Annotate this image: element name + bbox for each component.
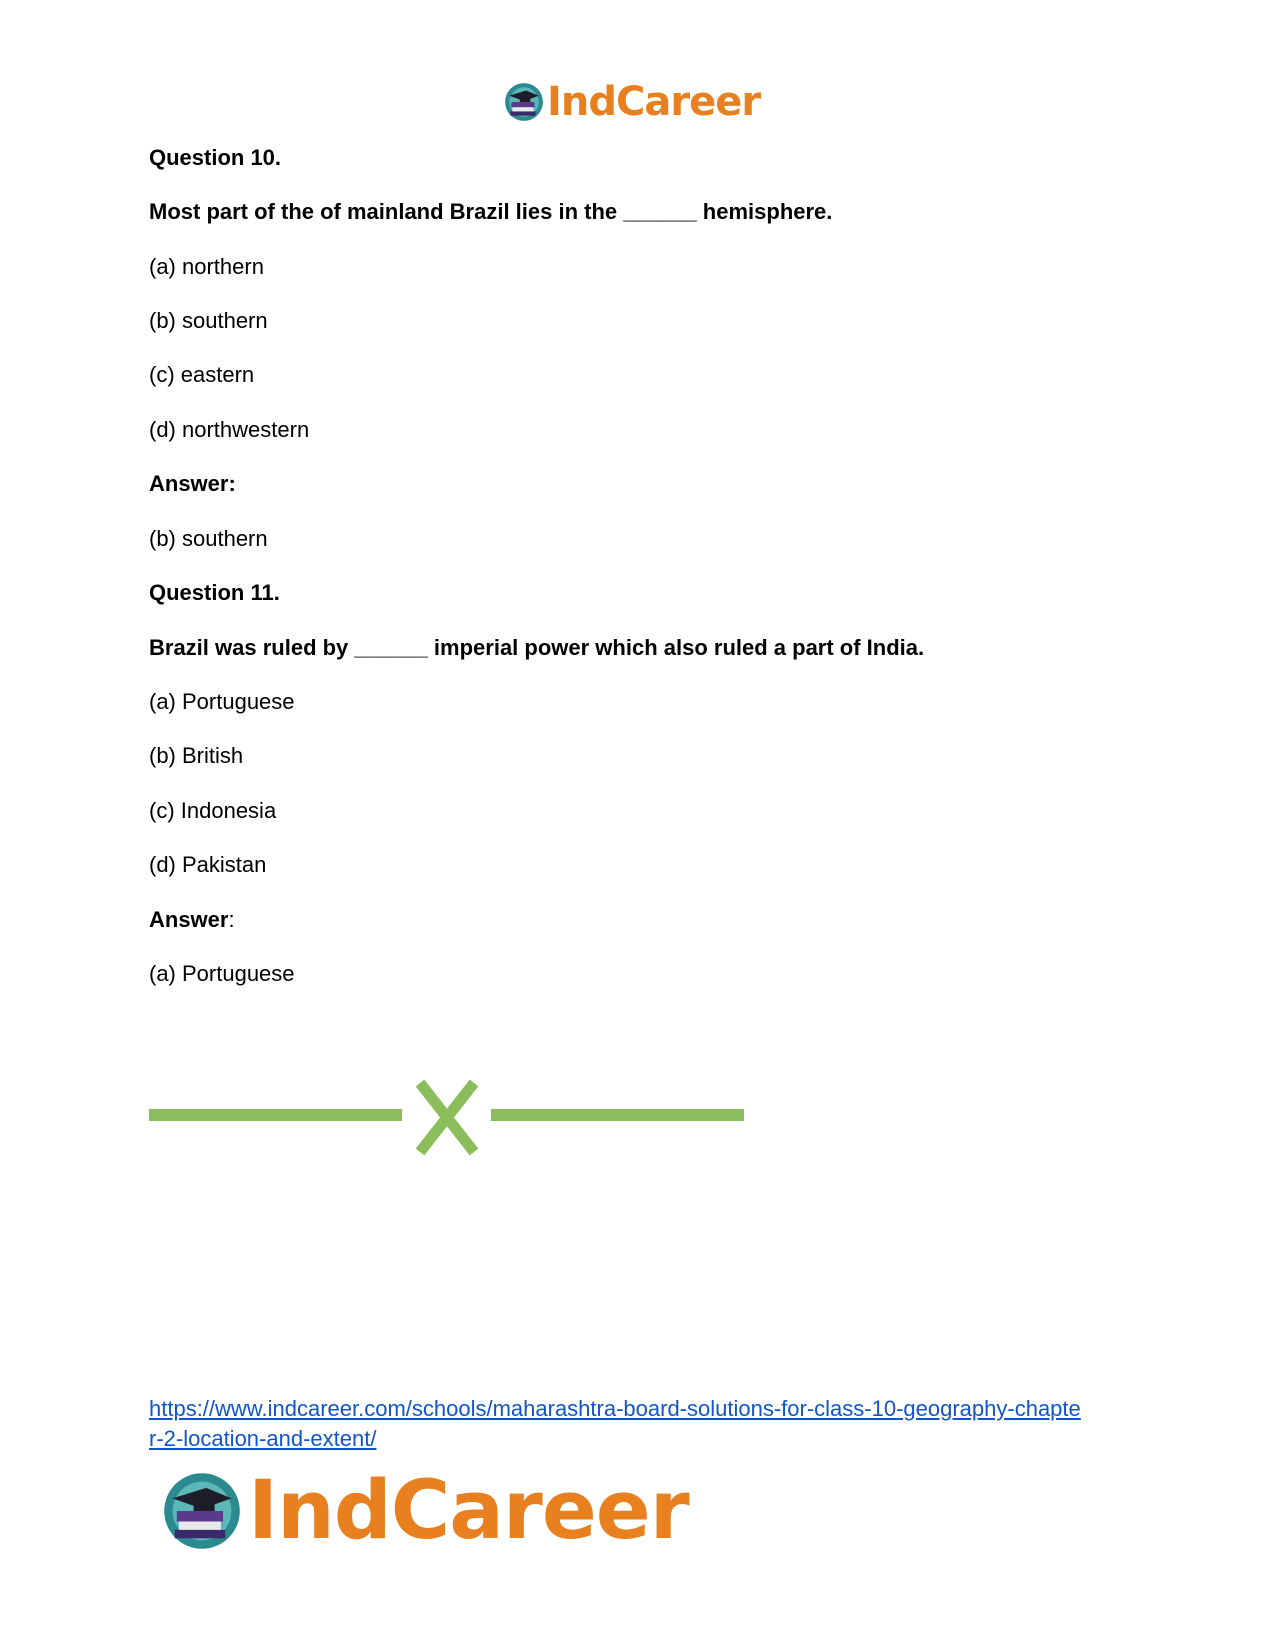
answer-label-text: Answer — [149, 907, 229, 932]
question-10-answer: (b) southern — [149, 526, 268, 551]
question-11-option-b: (b) British — [149, 743, 244, 768]
question-10-option-d: (d) northwestern — [149, 417, 310, 442]
logo-wordmark: IndCareer — [248, 1464, 689, 1558]
question-10-prompt: Most part of the of mainland Brazil lies in the ______ hemisphere. — [149, 199, 833, 224]
question-11-option-d: (d) Pakistan — [149, 852, 267, 877]
indcareer-logo-top — [503, 78, 760, 126]
question-10-answer-label: Answer: — [149, 471, 236, 496]
question-10-option-a: (a) northern — [149, 254, 264, 279]
divider-x-icon — [420, 1083, 474, 1152]
question-10-option-b: (b) southern — [149, 308, 268, 333]
question-10-option-c: (c) eastern — [149, 362, 255, 387]
graduation-books-icon — [503, 81, 545, 123]
section-divider — [149, 1080, 749, 1160]
question-11-option-a: (a) Portuguese — [149, 689, 295, 714]
source-url-link[interactable] — [149, 1394, 1081, 1454]
source-url-line-2[interactable]: r-2-location-and-extent/ — [149, 1426, 377, 1451]
question-11-option-c: (c) Indonesia — [149, 798, 277, 823]
question-11-answer-label — [149, 906, 235, 934]
question-11-answer: (a) Portuguese — [149, 961, 295, 986]
answer-label-colon: : — [228, 907, 235, 932]
question-11-prompt: Brazil was ruled by ______ imperial power which also ruled a part of India. — [149, 635, 925, 660]
question-10-heading: Question 10. — [149, 145, 282, 170]
indcareer-logo-bottom — [160, 1463, 689, 1559]
graduation-books-icon — [160, 1469, 244, 1553]
logo-wordmark: IndCareer — [547, 79, 761, 125]
source-url-line-1[interactable]: https://www.indcareer.com/schools/maharashtra-board-solutions-for-class-10-geography-chapte — [149, 1396, 1081, 1421]
divider-right-line — [491, 1109, 744, 1121]
question-11-heading: Question 11. — [149, 580, 280, 605]
divider-left-line — [149, 1109, 402, 1121]
